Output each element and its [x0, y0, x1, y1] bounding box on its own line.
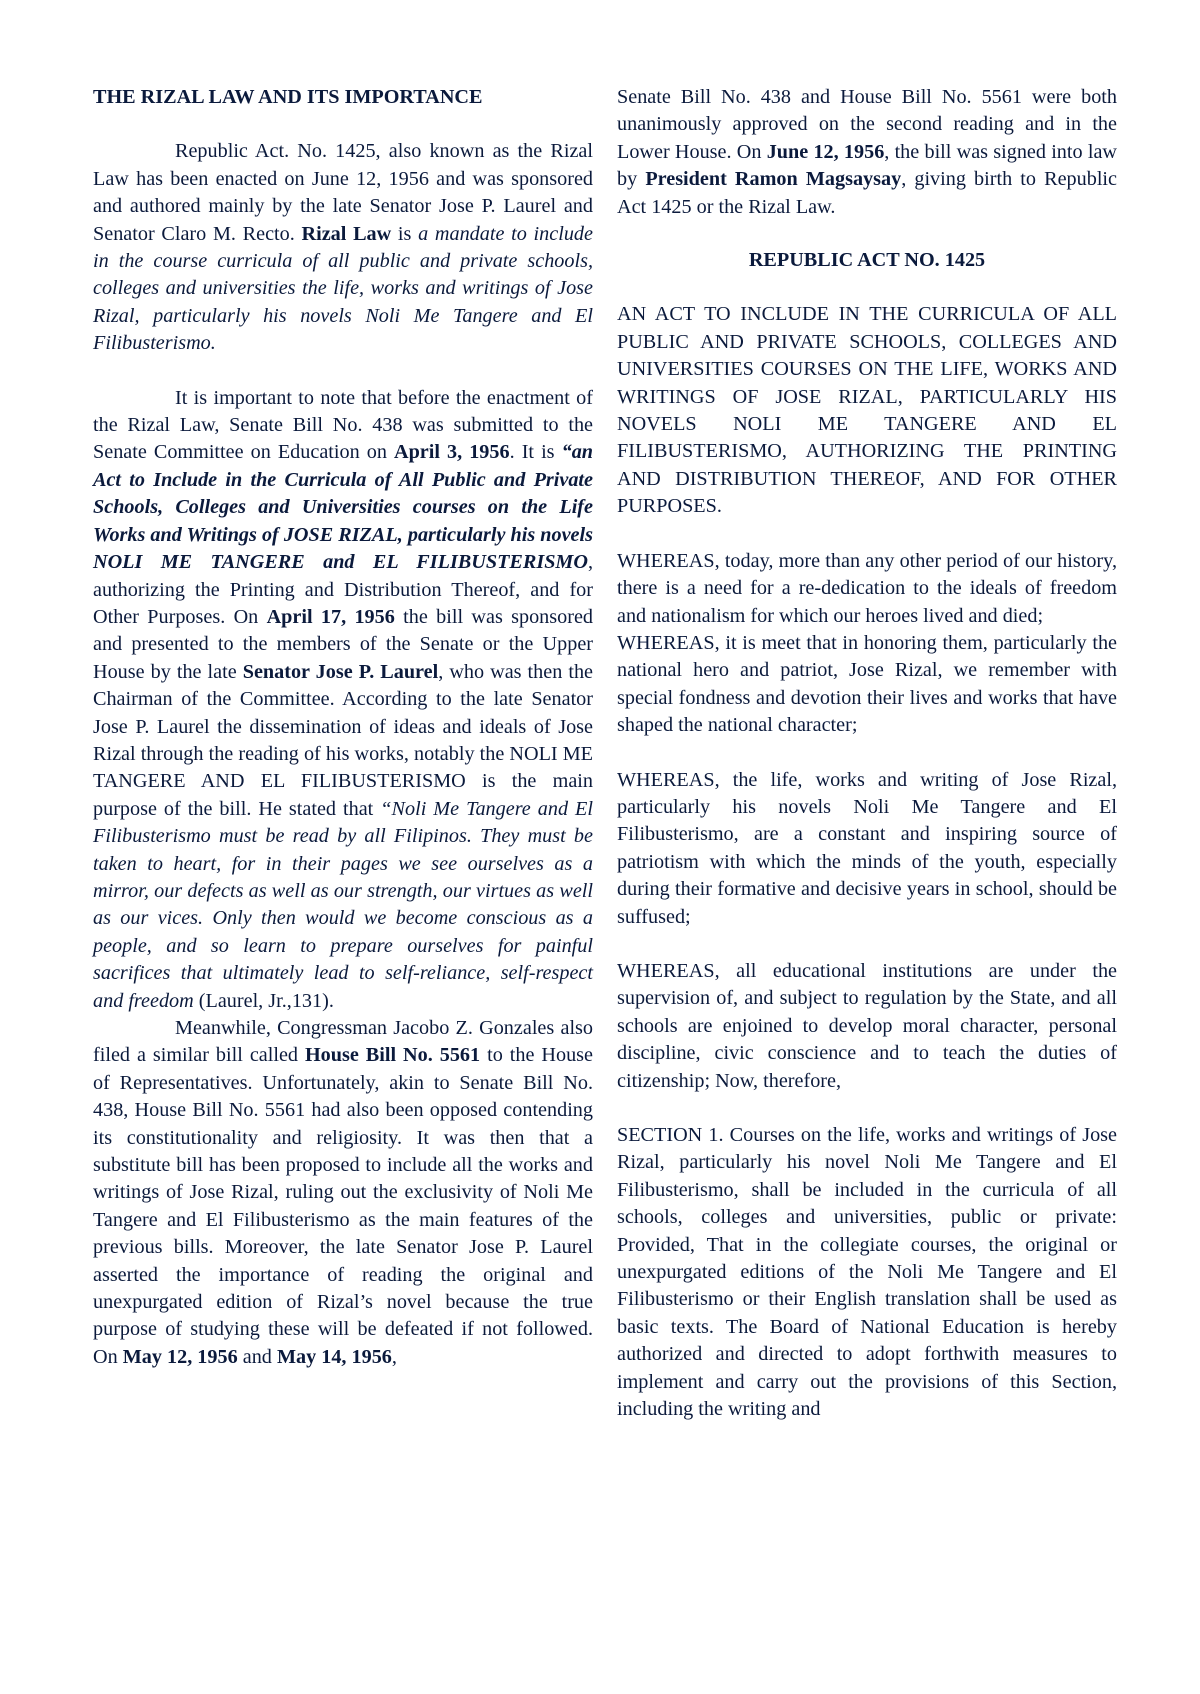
left-column [93, 84, 593, 1371]
text-run: (Laurel, Jr.,131). [193, 989, 334, 1012]
text-run: May 12, 1956 [122, 1345, 238, 1368]
text-run: April 17, 1956 [266, 605, 395, 628]
text-run: It is important to note that before the enactment of the Rizal Law, Senate Bill No. 438 was submitted to the Senate Committee on Education on [93, 386, 593, 464]
text-run: House Bill No. 5561 [304, 1044, 481, 1067]
text-run: , [391, 1345, 397, 1368]
text-run: and [237, 1345, 277, 1368]
text-run: , the bill was signed into law by [617, 140, 1117, 191]
text-run: “Noli Me Tangere and El Filibusterismo must be read by all Filipinos. They must be taken to heart, for in their pages we see ourselves as a mirror, our defects as well as our strength, our virtues as well as our vices. Only then would we become conscious as a people, and so learn to prepare ourselves for painful sacrifices that ultimately lead to self-reliance, self-respect and freedom [93, 797, 593, 1012]
paragraph-continuation [617, 84, 1117, 221]
whereas-clause-4: WHEREAS, all educational institutions are under the supervision of, and subject to regulation by the State, and all schools are enjoined to develop moral character, personal discipline, civic conscience and to teach the duties of citizenship; Now, therefore, [617, 959, 1117, 1092]
whereas-clause-2: WHEREAS, it is meet that in honoring them, particularly the national hero and patriot, Jose Rizal, we remember with special fondness and devotion their lives and works that have shaped the national character; [617, 631, 1117, 737]
text-run: President Ramon Magsaysay [645, 168, 902, 191]
text-run: a mandate to include in the course curricula of all public and private schools, colleges and universities the life, works and writings of Jose Rizal, particularly his novels Noli Me Tangere and El Filibusterismo. [93, 222, 593, 355]
text-run: Senator Jose P. Laurel [242, 660, 439, 683]
text-run: Republic Act. No. 1425, also known as the Rizal Law has been enacted on June 12, 1956 and was sponsored and authored mainly by the late Senator Jose P. Laurel and Senator Claro M. Recto. [93, 140, 593, 245]
right-column [617, 84, 1117, 1423]
paragraph-intro [93, 138, 593, 357]
text-run: is [391, 222, 419, 245]
text-run: , giving birth to Republic Act 1425 or the Rizal Law. [617, 168, 1118, 218]
text-run: May 14, 1956 [276, 1345, 392, 1368]
text-run: to the House of Representatives. Unfortunately, akin to Senate Bill No. 438, House Bill No. 5561 had also been opposed contending its constitutionality and religiosity. It was then that a substitute bill has been proposed to include all the works and writings of Jose Rizal, ruling out the exclusivity of Noli Me Tangere and El Filibusterismo as the main features of the previous bills. Moreover, the late Senator Jose P. Laurel asserted the importance of reading the original and unexpurgated edition of Rizal’s novel because the true purpose of studying these will be defeated if not followed. On [93, 1044, 593, 1368]
whereas-clause-3: WHEREAS, the life, works and writing of Jose Rizal, particularly his novels Noli Me Tangere and El Filibusterismo, are a constant and inspiring source of patriotism with which the minds of the youth, especially during their formative and decisive years in school, should be suffused; [617, 768, 1117, 928]
text-run: , who was then the Chairman of the Committee. According to the late Senator Jose P. Laurel the dissemination of ideas and ideals of Jose Rizal through the reading of his works, notably the NOLI ME TANGERE AND EL FILIBUSTERISMO is the main purpose of the bill. He stated that [93, 660, 593, 820]
act-title: AN ACT TO INCLUDE IN THE CURRICULA OF ALL PUBLIC AND PRIVATE SCHOOLS, COLLEGES AND UNIVERSITIES COURSES ON THE LIFE, WORKS AND WRITINGS OF JOSE RIZAL, PARTICULARLY HIS NOVELS NOLI ME TANGERE AND EL FILIBUSTERISMO, AUTHORIZING THE PRINTING AND DISTRIBUTION THEREOF, AND FOR OTHER PURPOSES. [617, 303, 1117, 518]
whereas-clause-1: WHEREAS, today, more than any other period of our history, there is a need for a re-dedication to the ideals of freedom and nationalism for which our heroes lived and died; [617, 549, 1117, 627]
text-run: the bill was sponsored and presented to the members of the Senate or the Upper House by the late [93, 605, 594, 683]
text-run: Meanwhile, Congressman Jacobo Z. Gonzales also filed a similar bill called [93, 1017, 593, 1067]
text-run: June 12, 1956 [766, 140, 885, 163]
text-run: “an Act to Include in the Curricula of All Public and Private Schools, Colleges and Universities courses on the Life Works and Writings of JOSE RIZAL, particularly his novels NOLI ME TANGERE and EL FILIBUSTERISMO [93, 441, 594, 574]
text-run: Senate Bill No. 438 and House Bill No. 5561 were both unanimously approved on the second reading and in the Lower House. On [617, 86, 1117, 163]
paragraph-senate-bill [93, 385, 593, 1015]
section-heading: REPUBLIC ACT NO. 1425 [748, 249, 986, 272]
article-title: THE RIZAL LAW AND ITS IMPORTANCE [93, 86, 483, 108]
text-run: . It is [509, 441, 562, 464]
text-run: April 3, 1956 [393, 441, 510, 464]
text-run: Rizal Law [301, 222, 392, 245]
text-run: , authorizing the Printing and Distribution Thereof, and for Other Purposes. On [93, 551, 593, 628]
paragraph-house-bill [93, 1015, 593, 1371]
section-1: SECTION 1. Courses on the life, works and writings of Jose Rizal, particularly his novel Noli Me Tangere and El Filibusterismo, shall be included in the curricula of all schools, colleges and universities, public or private: Provided, That in the collegiate courses, the original or unexpurgated editions of the Noli Me Tangere and El Filibusterismo or their English translation shall be used as basic texts. The Board of National Education is hereby authorized and directed to adopt forthwith measures to implement and carry out the provisions of this Section, including the writing and [617, 1124, 1117, 1421]
